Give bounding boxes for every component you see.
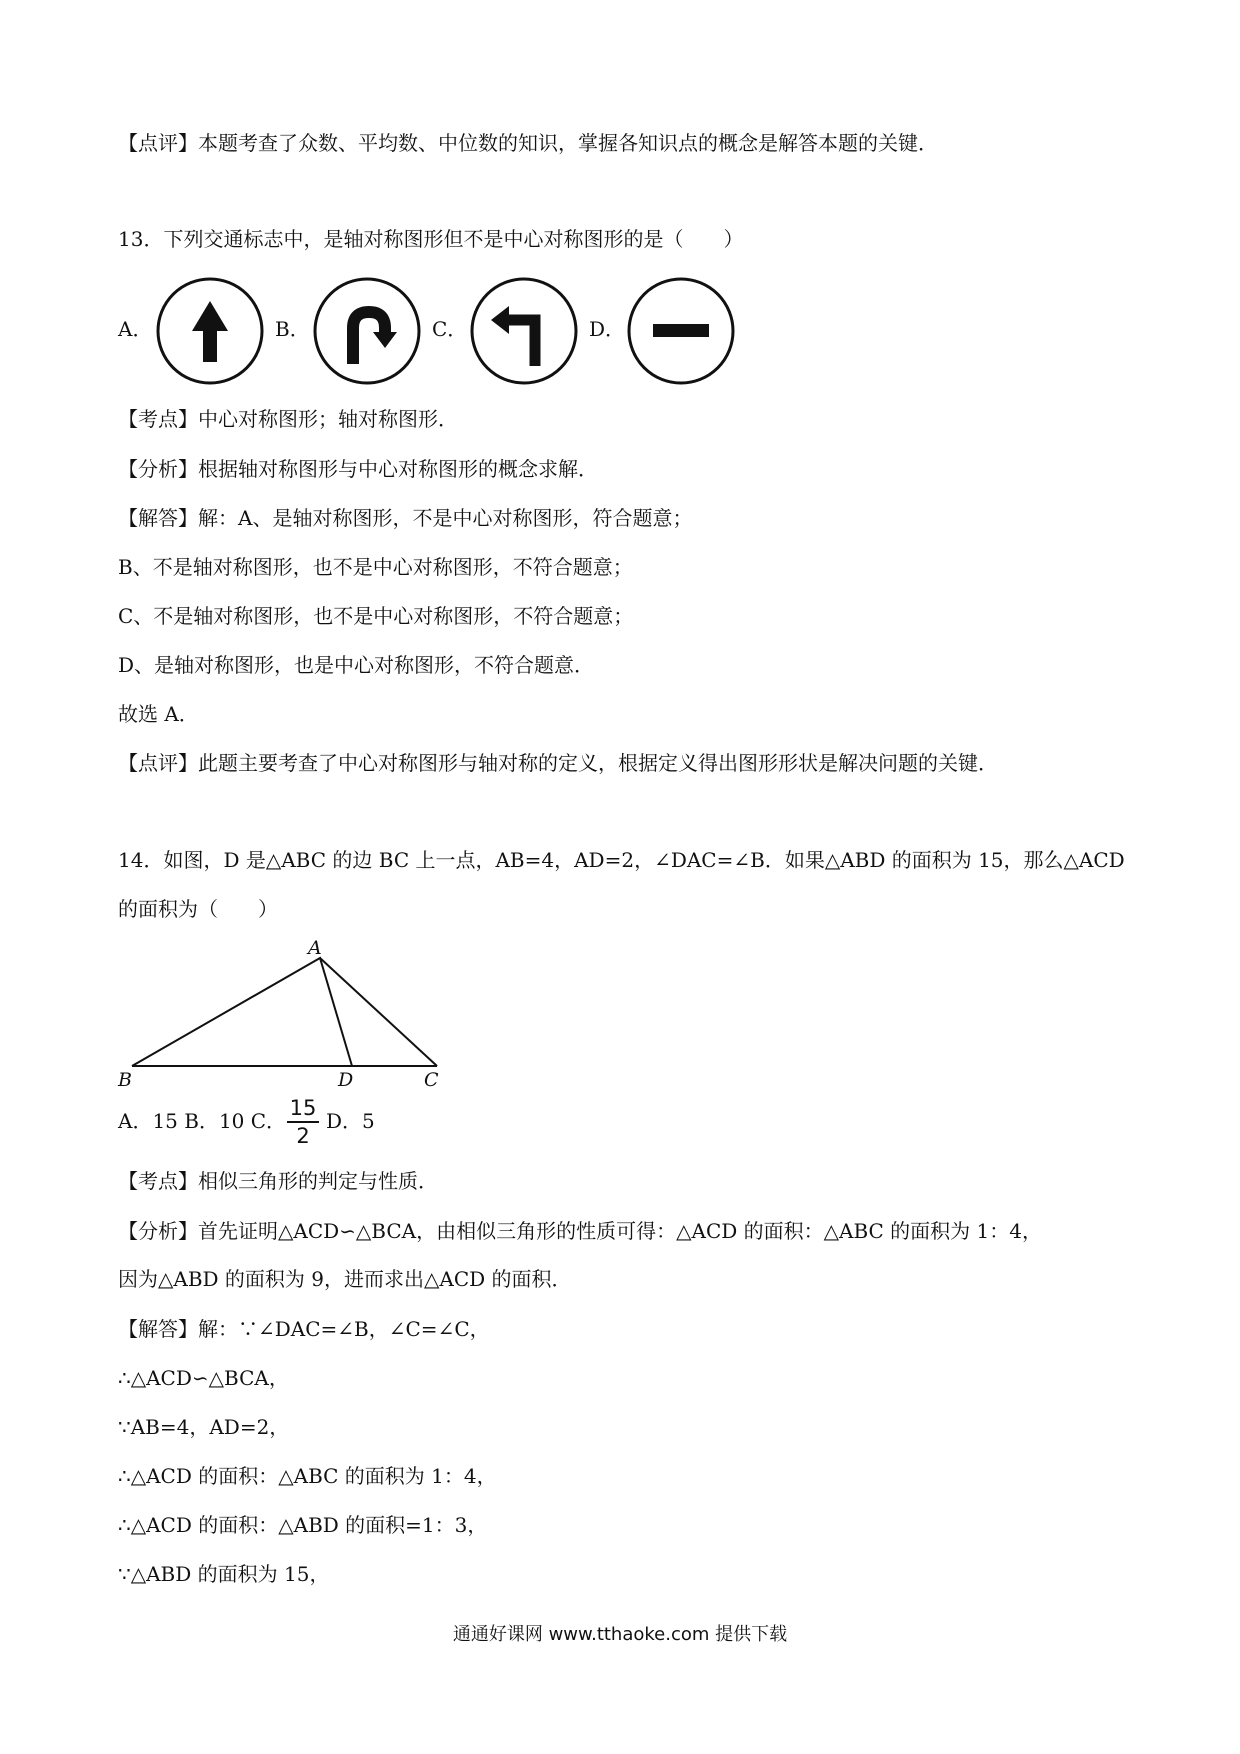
q13-jieda-line: C、不是轴对称图形，也不是中心对称图形，不符合题意； bbox=[118, 604, 634, 628]
q13-option-a-label: A． bbox=[118, 317, 153, 341]
triangle-figure bbox=[112, 938, 452, 1088]
side-ac bbox=[320, 958, 437, 1066]
arrow-up-icon bbox=[155, 276, 265, 386]
q13-option-b-label: B． bbox=[275, 317, 310, 341]
q13-jieda-line: D、是轴对称图形，也是中心对称图形，不符合题意． bbox=[118, 653, 595, 677]
q14-option-d: D．5 bbox=[326, 1109, 375, 1133]
q13-fenxi: 【分析】根据轴对称图形与中心对称图形的概念求解． bbox=[118, 457, 598, 481]
q14-jieda-line: ∴△ACD 的面积：△ABC 的面积为 1：4， bbox=[118, 1464, 497, 1488]
q13-jieda-line: 【解答】解：A、是轴对称图形，不是中心对称图形，符合题意； bbox=[118, 506, 693, 530]
q14-jieda-line: ∴△ACD∽△BCA， bbox=[118, 1366, 289, 1390]
q13-kaodian: 【考点】中心对称图形；轴对称图形． bbox=[118, 407, 458, 431]
fraction-numerator: 15 bbox=[289, 1096, 317, 1120]
q14-jieda-line: ∵AB=4，AD=2， bbox=[118, 1415, 290, 1439]
left-turn-arrow-icon bbox=[469, 276, 579, 386]
q13-option-d-label: D． bbox=[589, 317, 626, 341]
vertex-label-c: C bbox=[424, 1069, 439, 1088]
q14-options-text: A．15 B．10 C． bbox=[118, 1109, 287, 1133]
q13-question: 13．下列交通标志中，是轴对称图形但不是中心对称图形的是（ ） bbox=[118, 227, 744, 251]
fraction-bar bbox=[287, 1121, 319, 1123]
no-entry-bar-icon bbox=[626, 276, 736, 386]
q14-jieda-line: 【解答】解：∵∠DAC=∠B，∠C=∠C， bbox=[118, 1317, 490, 1341]
q14-kaodian: 【考点】相似三角形的判定与性质． bbox=[118, 1169, 438, 1193]
u-turn-arrow-icon bbox=[312, 276, 422, 386]
option-c-fraction bbox=[284, 1096, 322, 1148]
q14-question-line1: 14．如图，D 是△ABC 的边 BC 上一点，AB=4，AD=2，∠DAC=∠B．如果△ABD 的面积为 15，那么△ACD bbox=[118, 848, 1125, 872]
q14-question-line2: 的面积为（ ） bbox=[118, 897, 278, 921]
q13-jieda-line: 故选 A． bbox=[118, 702, 199, 726]
q14-fenxi-line1: 【分析】首先证明△ACD∽△BCA，由相似三角形的性质可得：△ACD 的面积：△ABC 的面积为 1：4， bbox=[118, 1219, 1042, 1243]
q14-jieda-line: ∵△ABD 的面积为 15， bbox=[118, 1562, 330, 1586]
vertex-label-a: A bbox=[308, 938, 322, 959]
vertex-label-d: D bbox=[338, 1069, 354, 1088]
fraction-denominator: 2 bbox=[296, 1124, 310, 1148]
vertex-label-b: B bbox=[118, 1069, 132, 1088]
q13-option-c-label: C． bbox=[432, 317, 468, 341]
q13-jieda-line: B、不是轴对称图形，也不是中心对称图形，不符合题意； bbox=[118, 555, 633, 579]
footer-watermark: 通通好课网 www.tthaoke.com 提供下载 bbox=[452, 1624, 788, 1645]
q13-comment: 【点评】此题主要考查了中心对称图形与轴对称的定义，根据定义得出图形形状是解决问题的关键． bbox=[118, 751, 998, 775]
q14-jieda-line: ∴△ACD 的面积：△ABD 的面积=1：3， bbox=[118, 1513, 488, 1537]
q12-comment: 【点评】本题考查了众数、平均数、中位数的知识，掌握各知识点的概念是解答本题的关键． bbox=[118, 131, 938, 155]
q14-fenxi-line2: 因为△ABD 的面积为 9，进而求出△ACD 的面积． bbox=[118, 1267, 572, 1291]
triangle-sides bbox=[132, 958, 352, 1066]
